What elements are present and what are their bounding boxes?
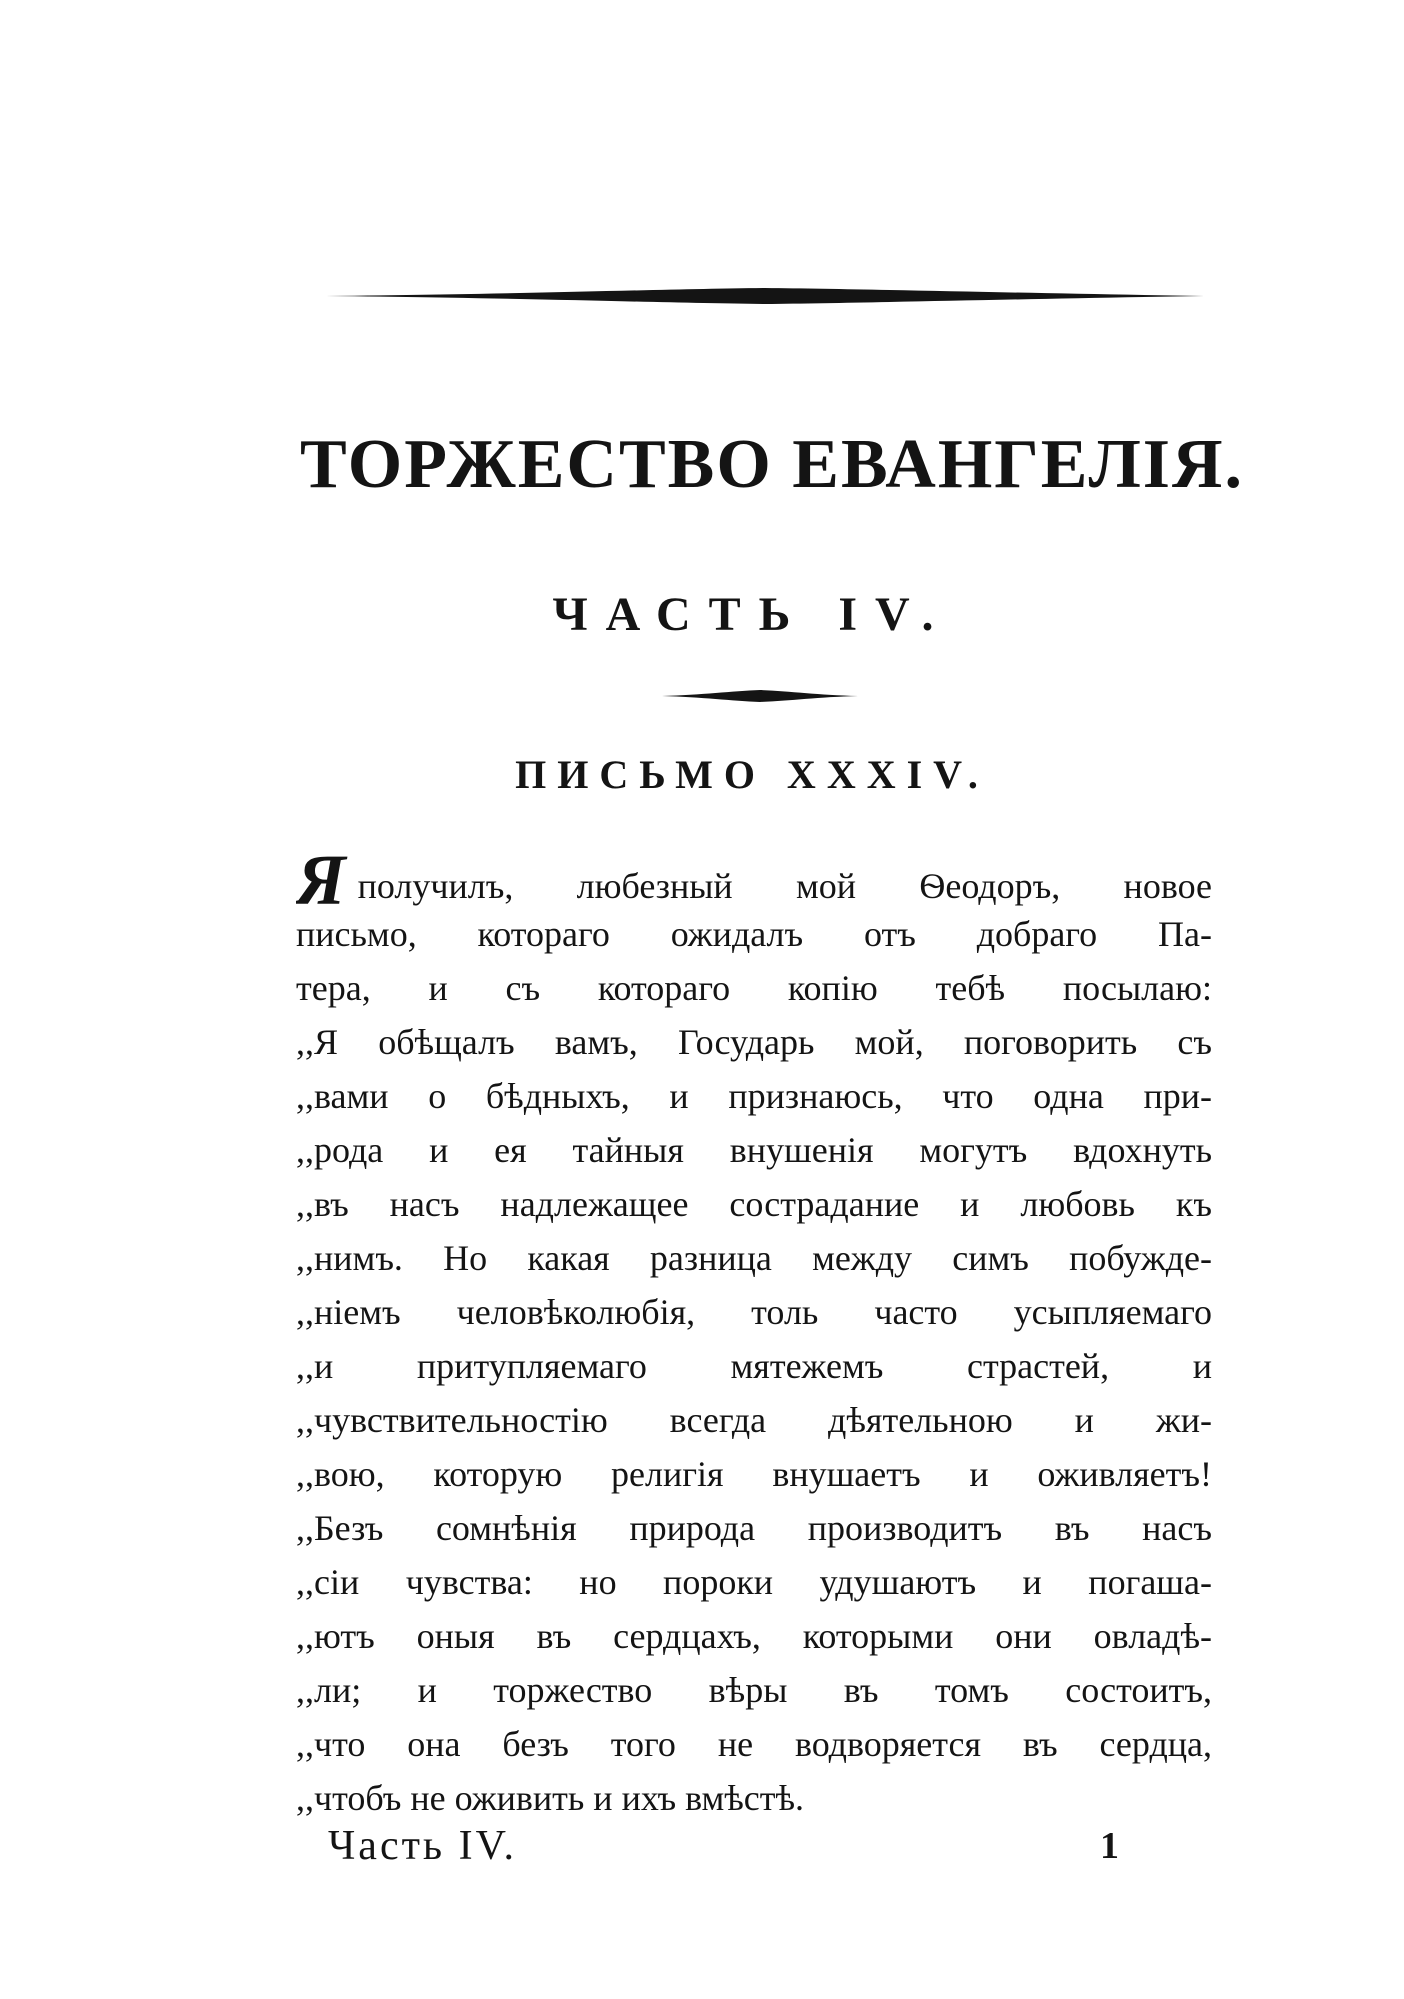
body-line: ,,Я обѣщалъ вамъ, Государь мой, поговорить съ xyxy=(296,1022,1212,1062)
drop-cap: Я xyxy=(296,853,346,907)
book-title: ТОРЖЕСТВО ЕВАНГЕЛІЯ. xyxy=(300,426,1245,503)
part-heading: ЧАСТЬ IV. xyxy=(552,588,952,641)
signature-mark: 1 xyxy=(1100,1825,1119,1867)
body-line: ,,въ насъ надлежащее сострадание и любовь къ xyxy=(296,1184,1212,1224)
body-line: ,,нимъ. Но какая разница между симъ побужде- xyxy=(296,1238,1212,1278)
body-line: ,,сіи чувства: но пороки удушаютъ и погаша- xyxy=(296,1562,1212,1602)
body-line: ,,чувствительностію всегда дѣятельною и жи- xyxy=(296,1400,1212,1440)
body-line: письмо, котораго ожидалъ отъ добраго Па- xyxy=(296,914,1212,954)
body-line: тера, и съ котораго копію тебѣ посылаю: xyxy=(296,968,1212,1008)
body-line: ,,Безъ сомнѣнія природа производитъ въ насъ xyxy=(296,1508,1212,1548)
top-ornamental-rule xyxy=(326,284,1204,308)
body-line: ,,и притупляемаго мятежемъ страстей, и xyxy=(296,1346,1212,1386)
letter-heading: ПИСЬМО XXXIV. xyxy=(515,752,989,797)
body-line: ,,вою, которую религія внушаетъ и оживляетъ! xyxy=(296,1454,1212,1494)
body-line: ,,что она безъ того не водворяется въ сердца, xyxy=(296,1724,1212,1764)
body-line: ,,ли; и торжество вѣры въ томъ состоитъ, xyxy=(296,1670,1212,1710)
body-line: ,,ніемъ человѣколюбія, толь часто усыпляемаго xyxy=(296,1292,1212,1332)
letter-body xyxy=(296,853,1212,1825)
body-line-last: ,,чтобъ не оживить и ихъ вмѣстѣ. xyxy=(296,1778,805,1818)
body-line-first xyxy=(296,853,1212,907)
section-divider-rule xyxy=(662,688,858,704)
body-line: ,,ютъ оныя въ сердцахъ, которыми они овладѣ- xyxy=(296,1616,1212,1656)
body-line: ,,вами о бѣдныхъ, и признаюсь, что одна при- xyxy=(296,1076,1212,1116)
first-line-text: получилъ, любезный мой Ѳеодоръ, новое xyxy=(357,866,1212,906)
body-line: ,,рода и ея тайныя внушенія могутъ вдохнуть xyxy=(296,1130,1212,1170)
signature-part-label: Часть IV. xyxy=(328,1823,517,1869)
